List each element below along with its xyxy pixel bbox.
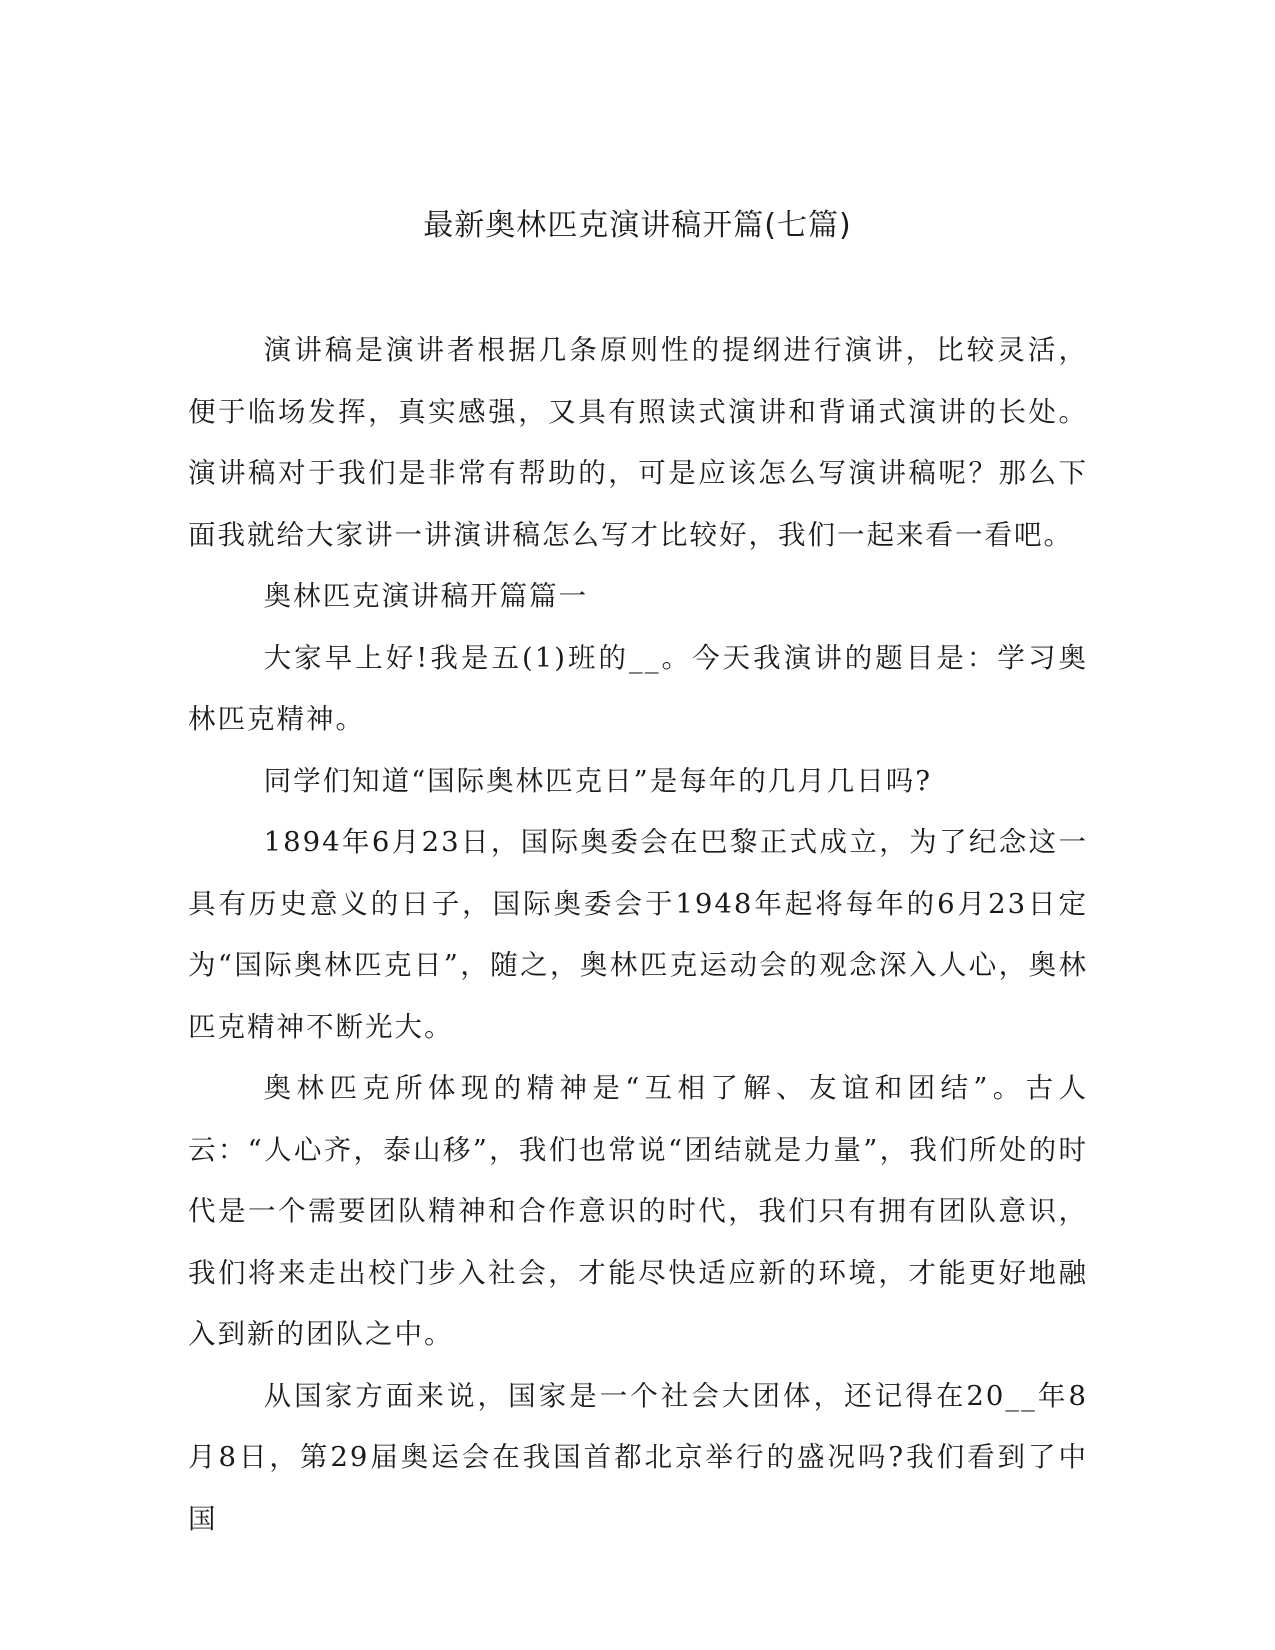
document-title: 最新奥林匹克演讲稿开篇(七篇) [423, 208, 852, 243]
nation-paragraph: 从国家方面来说，国家是一个社会大团体，还记得在20__年8月8日，第29届奥运会在我国首都北京举行的盛况吗?我们看到了中国 [188, 1379, 1088, 1535]
question-paragraph: 同学们知道“国际奥林匹克日”是每年的几月几日吗? [263, 764, 932, 797]
greeting-paragraph: 大家早上好!我是五(1)班的__。今天我演讲的题目是：学习奥林匹克精神。 [188, 641, 1088, 735]
document-body [188, 320, 1088, 1550]
section-heading: 奥林匹克演讲稿开篇篇一 [263, 580, 589, 612]
intro-paragraph: 演讲稿是演讲者根据几条原则性的提纲进行演讲，比较灵活，便于临场发挥，真实感强，又具有照读式演讲和背诵式演讲的长处。演讲稿对于我们是非常有帮助的，可是应该怎么写演讲稿呢？那么下面我就给大家讲一讲演讲稿怎么写才比较好，我们一起来看一看吧。 [188, 334, 1088, 551]
spirit-paragraph: 奥林匹克所体现的精神是“互相了解、友谊和团结”。古人云：“人心齐，泰山移”，我们也常说“团结就是力量”，我们所处的时代是一个需要团队精神和合作意识的时代，我们只有拥有团队意识，我们将来走出校门步入社会，才能尽快适应新的环境，才能更好地融入到新的团队之中。 [188, 1072, 1088, 1350]
history-paragraph: 1894年6月23日，国际奥委会在巴黎正式成立，为了纪念这一具有历史意义的日子，国际奥委会于1948年起将每年的6月23日定为“国际奥林匹克日”，随之，奥林匹克运动会的观念深入人心，奥林匹克精神不断光大。 [188, 826, 1088, 1043]
